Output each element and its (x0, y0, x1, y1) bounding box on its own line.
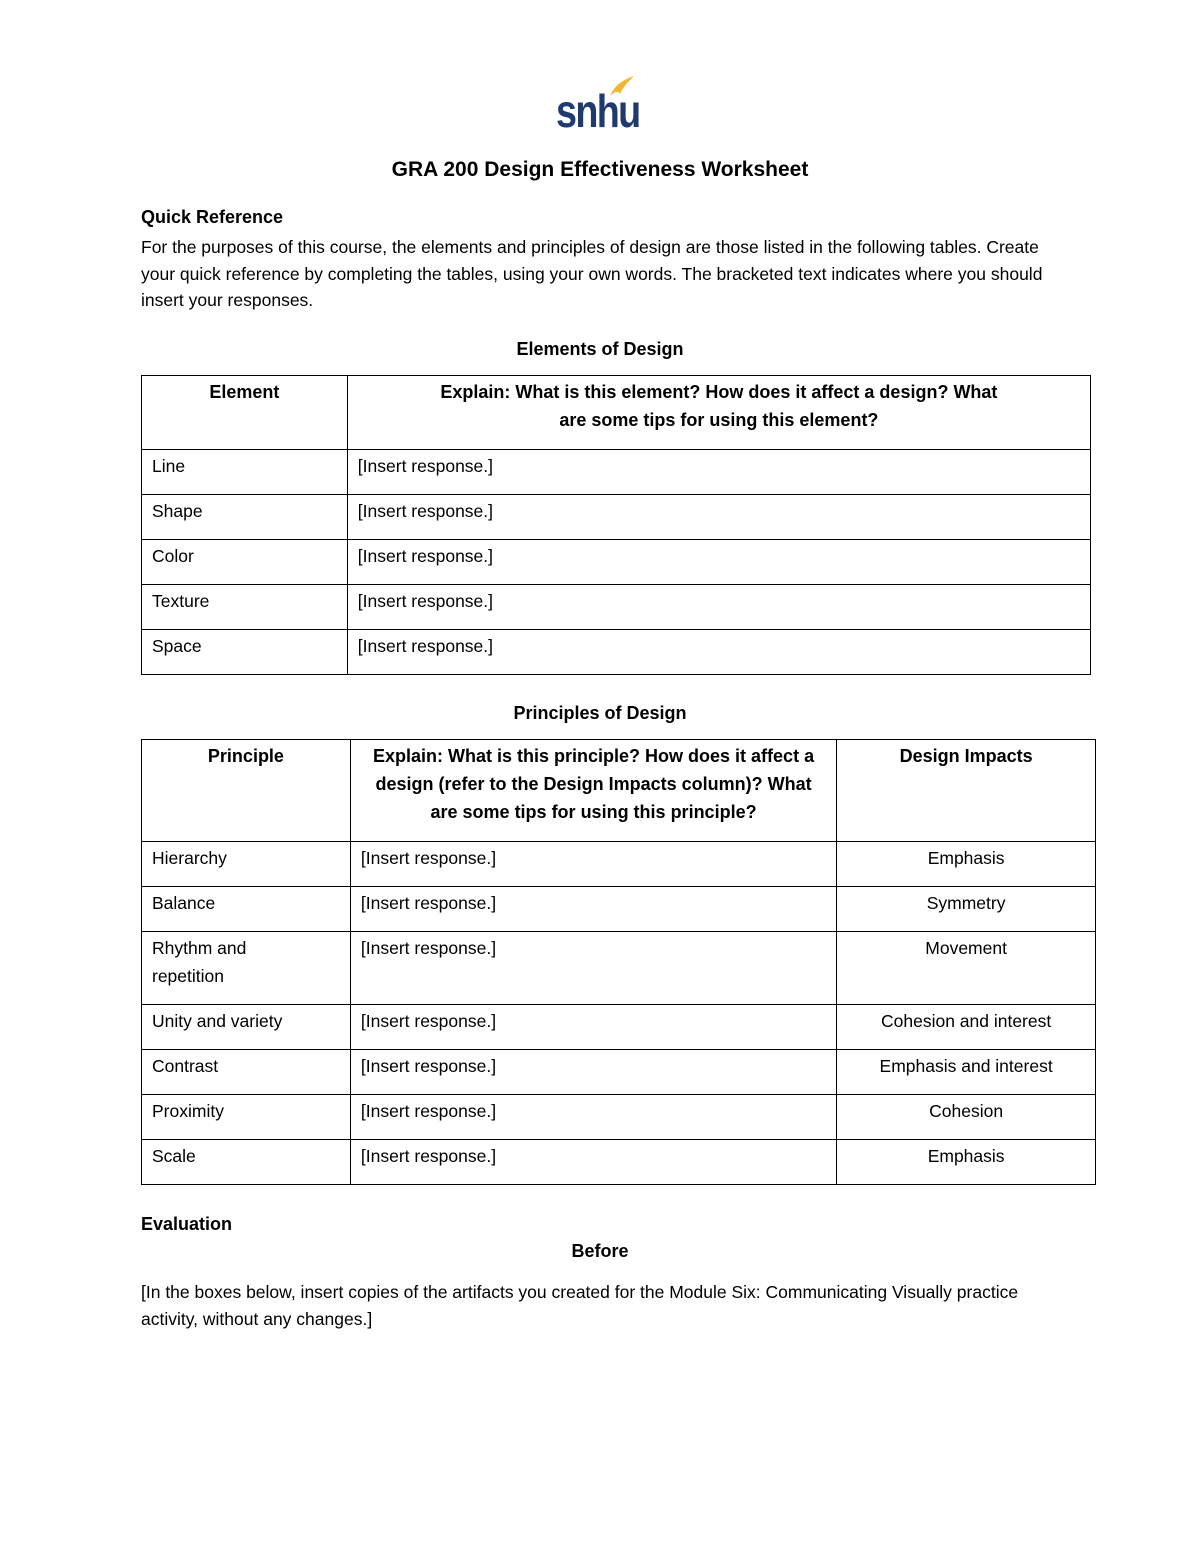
page-title: GRA 200 Design Effectiveness Worksheet (391, 158, 809, 181)
table-row (142, 842, 1096, 887)
quick-reference-paragraph: For the purposes of this course, the elements and principles of design are those listed in the following tables. Create your quick reference by completing the tables, using your own words. The bracketed text indicates where you should insert your responses. (141, 237, 1043, 310)
design-impact: Movement (837, 932, 1096, 1005)
response-cell[interactable]: [Insert response.] (350, 1005, 836, 1050)
evaluation-before-heading: Before (571, 1241, 629, 1261)
table-header-row (142, 740, 1096, 842)
snhu-logo (556, 74, 640, 137)
design-impact: Emphasis and interest (837, 1050, 1096, 1095)
principles-table-caption: Principles of Design (513, 703, 687, 723)
design-impact: Symmetry (837, 887, 1096, 932)
response-cell[interactable]: [Insert response.] (350, 842, 836, 887)
principle-name: Rhythm and repetition (142, 932, 351, 1005)
logo-text: snhu (556, 85, 640, 137)
table-row (142, 585, 1091, 630)
design-impact: Cohesion and interest (837, 1005, 1096, 1050)
table-row (142, 495, 1091, 540)
principle-name: Hierarchy (142, 842, 351, 887)
table-row (142, 1005, 1096, 1050)
response-cell[interactable]: [Insert response.] (347, 450, 1090, 495)
elements-table (141, 375, 1091, 675)
element-name: Texture (142, 585, 348, 630)
column-header: Explain: What is this element? How does it affect a design? What are some tips for using this element? (347, 376, 1090, 450)
design-impact: Emphasis (837, 842, 1096, 887)
response-cell[interactable]: [Insert response.] (350, 932, 836, 1005)
table-row (142, 1095, 1096, 1140)
principle-name: Unity and variety (142, 1005, 351, 1050)
design-impact: Emphasis (837, 1140, 1096, 1185)
table-row (142, 630, 1091, 675)
table-row (142, 1140, 1096, 1185)
column-header: Element (142, 376, 348, 450)
table-row (142, 540, 1091, 585)
table-row (142, 932, 1096, 1005)
quick-reference-heading: Quick Reference (141, 207, 284, 227)
element-name: Shape (142, 495, 348, 540)
table-row (142, 450, 1091, 495)
response-cell[interactable]: [Insert response.] (350, 1095, 836, 1140)
principle-name: Proximity (142, 1095, 351, 1140)
response-cell[interactable]: [Insert response.] (350, 887, 836, 932)
column-header: Principle (142, 740, 351, 842)
table-row (142, 1050, 1096, 1095)
evaluation-instructions: [In the boxes below, insert copies of the artifacts you created for the Module Six: Communicating Visually practice activity, without any changes.] (141, 1282, 1019, 1329)
column-header: Design Impacts (837, 740, 1096, 842)
element-name: Line (142, 450, 348, 495)
principle-name: Balance (142, 887, 351, 932)
response-cell[interactable]: [Insert response.] (347, 495, 1090, 540)
principle-name: Contrast (142, 1050, 351, 1095)
table-header-row (142, 376, 1091, 450)
response-cell[interactable]: [Insert response.] (347, 585, 1090, 630)
element-name: Color (142, 540, 348, 585)
evaluation-heading: Evaluation (141, 1214, 233, 1234)
principles-table (141, 739, 1096, 1185)
principle-name: Scale (142, 1140, 351, 1185)
elements-table-caption: Elements of Design (516, 339, 684, 359)
response-cell[interactable]: [Insert response.] (347, 540, 1090, 585)
element-name: Space (142, 630, 348, 675)
response-cell[interactable]: [Insert response.] (347, 630, 1090, 675)
design-impact: Cohesion (837, 1095, 1096, 1140)
column-header: Explain: What is this principle? How does it affect a design (refer to the Design Impacts column)? What are some tips for using this principle? (350, 740, 836, 842)
response-cell[interactable]: [Insert response.] (350, 1050, 836, 1095)
table-row (142, 887, 1096, 932)
response-cell[interactable]: [Insert response.] (350, 1140, 836, 1185)
